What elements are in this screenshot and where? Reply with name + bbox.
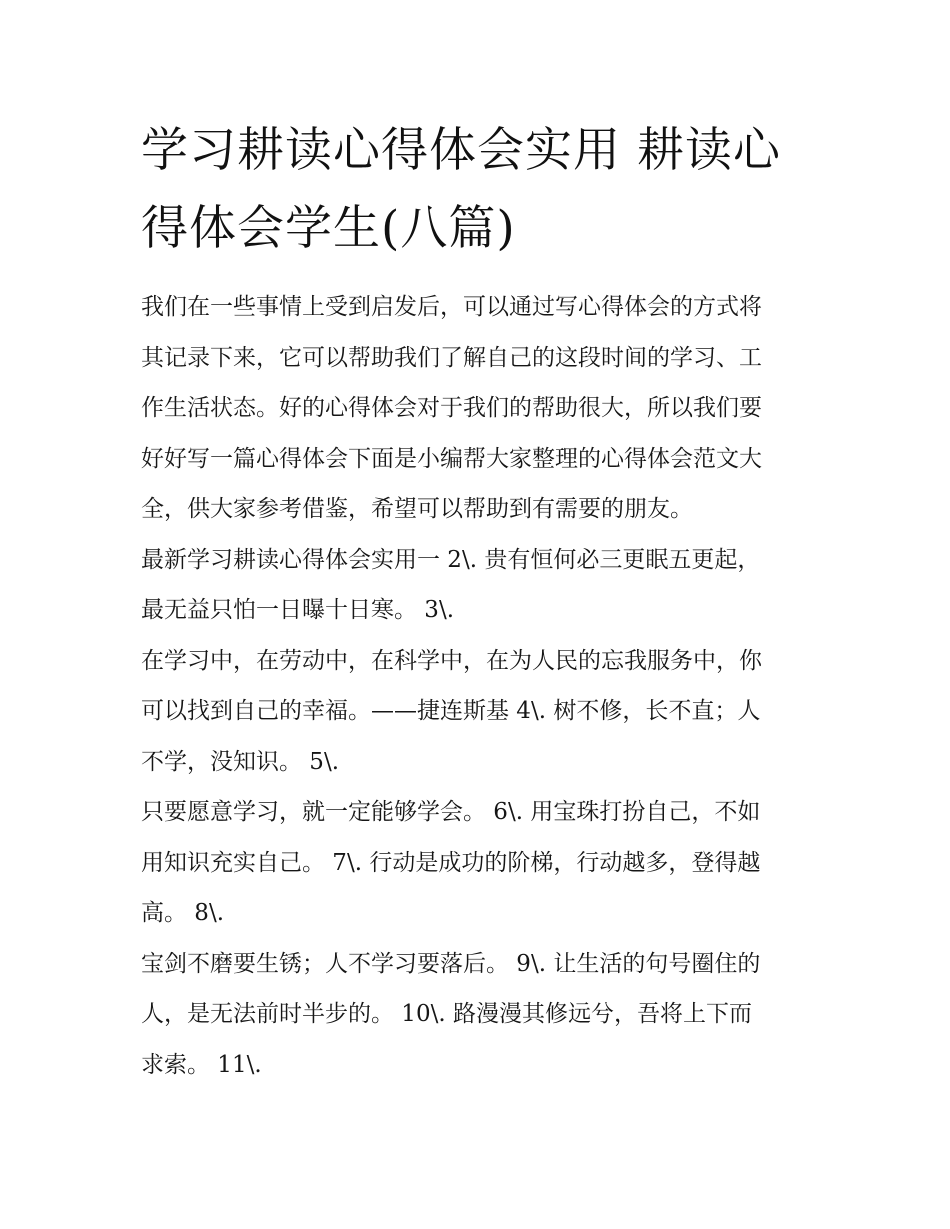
text-line: 求索。 11\. <box>141 1051 262 1078</box>
text-line: 我们在一些事情上受到启发后，可以通过写心得体会的方式将 <box>141 294 762 320</box>
text-line: 最无益只怕一日曝十日寒。 3\. <box>141 597 455 623</box>
document-title <box>141 112 813 268</box>
text-line: 高。 8\. <box>141 900 225 926</box>
document-body <box>141 282 813 1090</box>
text-line: 作生活状态。好的心得体会对于我们的帮助很大，所以我们要 <box>141 395 762 421</box>
text-line: 人，是无法前时半步的。 10\. 路漫漫其修远兮，吾将上下而 <box>141 1001 752 1027</box>
intro-paragraph <box>141 282 813 535</box>
text-line: 不学，没知识。 5\. <box>141 748 340 775</box>
title-line: 学习耕读心得体会实用 耕读心 <box>141 123 781 178</box>
text-line: 用知识充实自己。 7\. 行动是成功的阶梯，行动越多，登得越 <box>141 849 761 876</box>
quote-paragraph <box>141 636 813 788</box>
text-line: 好好写一篇心得体会下面是小编帮大家整理的心得体会范文大 <box>141 445 762 472</box>
text-line: 全，供大家参考借鉴，希望可以帮助到有需要的朋友。 <box>141 496 693 522</box>
quote-paragraph <box>141 787 813 939</box>
document-page <box>141 112 813 1090</box>
text-line: 其记录下来，它可以帮助我们了解自己的这段时间的学习、工 <box>141 344 762 371</box>
title-line: 得体会学生(八篇) <box>141 201 516 256</box>
text-line: 可以找到自己的幸福。——捷连斯基 4\. 树不修，长不直；人 <box>141 698 761 724</box>
text-line: 只要愿意学习，就一定能够学会。 6\. 用宝珠打扮自己，不如 <box>141 799 761 825</box>
text-line: 宝剑不磨要生锈；人不学习要落后。 9\. 让生活的句号圈住的 <box>141 950 761 977</box>
text-line: 最新学习耕读心得体会实用一 2\. 贵有恒何必三更眠五更起， <box>141 546 761 573</box>
text-line: 在学习中，在劳动中，在科学中，在为人民的忘我服务中，你 <box>141 647 762 674</box>
quote-paragraph <box>141 939 813 1091</box>
quote-paragraph <box>141 535 813 636</box>
